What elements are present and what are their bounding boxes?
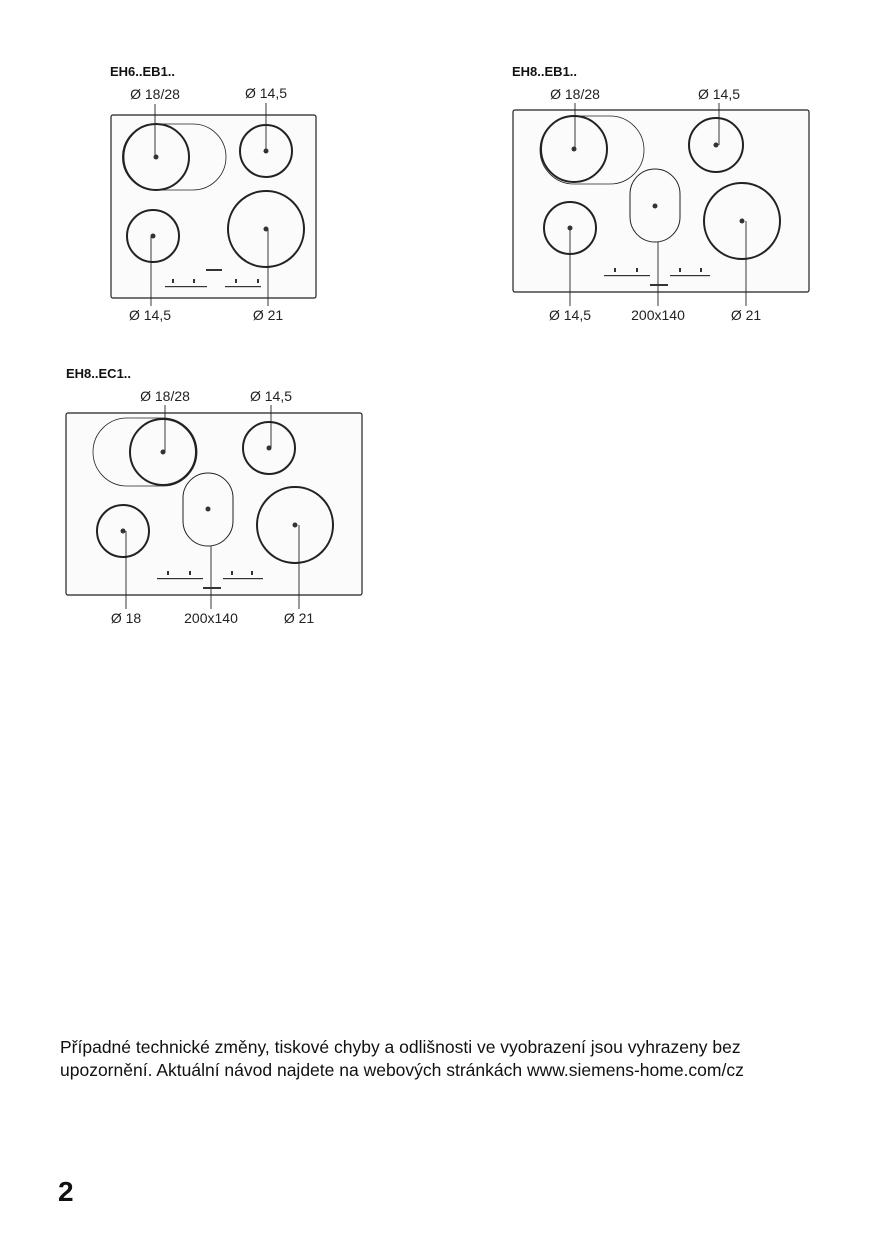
dimension-label-bottom-left: Ø 18 (110, 610, 142, 626)
disclaimer-line-1: Případné technické změny, tiskové chyby a odlišnosti ve vyobrazení jsou vyhrazeny bez (60, 1037, 741, 1057)
cooktop-outline (66, 413, 362, 595)
zone-marker-icon (267, 446, 272, 451)
dimension-label-bottom-center: 200x140 (184, 610, 238, 626)
dimension-label-top-left: Ø 18/28 (130, 86, 180, 102)
dimension-label-bottom-center: 200x140 (631, 307, 685, 323)
dimension-label-bottom-left: Ø 14,5 (128, 307, 172, 323)
dimension-label-top-right: Ø 14,5 (249, 388, 293, 404)
control-panel-marks (189, 571, 191, 575)
control-panel-marks (231, 571, 233, 575)
control-panel-marks (223, 578, 263, 579)
model-label-eh8-ec1: EH8..EC1.. (66, 366, 132, 381)
dimension-label-top-right: Ø 14,5 (697, 86, 741, 102)
dimension-label-bottom-right: Ø 21 (730, 307, 762, 323)
model-label-eh6-eb1: EH6..EB1.. (110, 64, 176, 79)
disclaimer-text (60, 1036, 820, 1082)
zone-marker-icon (293, 523, 298, 528)
control-panel-marks (157, 578, 203, 579)
disclaimer-line-2: upozornění. Aktuální návod najdete na webových stránkách www.siemens-home.com/cz (60, 1060, 744, 1080)
dimension-label-top-left: Ø 18/28 (140, 388, 190, 404)
brand-logo-mark (203, 587, 221, 589)
dimension-label-bottom-right: Ø 21 (252, 307, 284, 323)
page-number: 2 (58, 1176, 74, 1207)
dimension-label-top-left: Ø 18/28 (550, 86, 600, 102)
control-panel-marks (251, 571, 253, 575)
zone-marker-icon (121, 529, 126, 534)
dimension-label-bottom-left: Ø 14,5 (548, 307, 592, 323)
zone-marker-icon (206, 507, 211, 512)
control-panel-marks (167, 571, 169, 575)
model-label-eh8-eb1: EH8..EB1.. (512, 64, 578, 79)
dimension-label-bottom-right: Ø 21 (283, 610, 315, 626)
zone-marker-icon (161, 450, 166, 455)
dimension-label-top-right: Ø 14,5 (244, 85, 288, 101)
